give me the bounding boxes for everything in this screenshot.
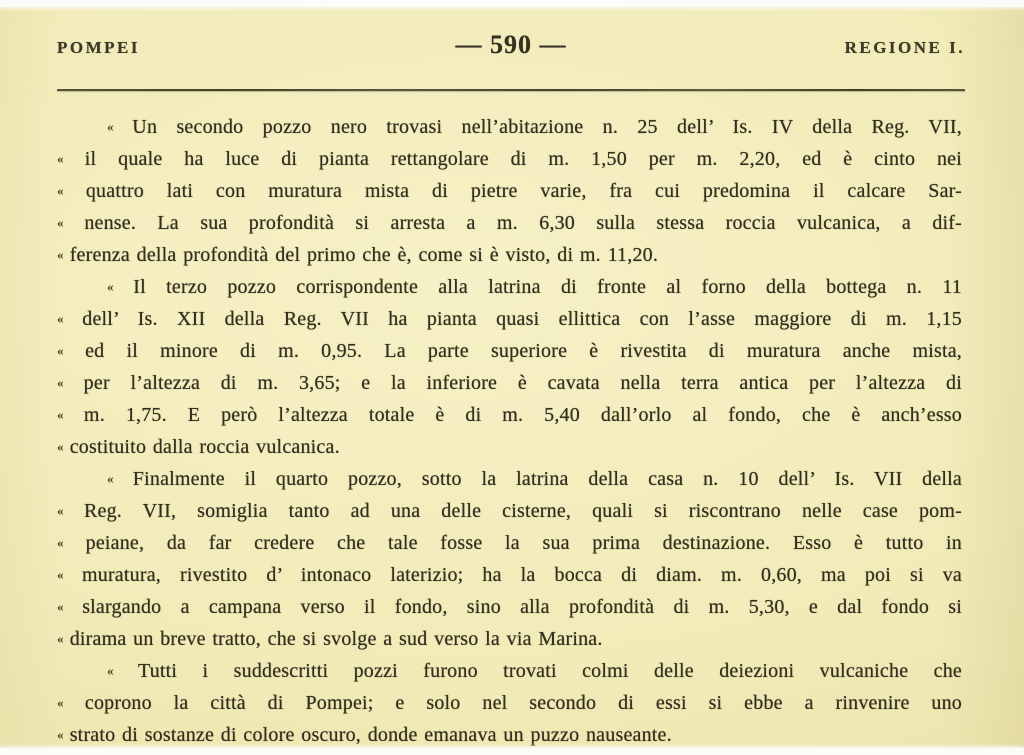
text-line: « strato di sostanze di colore oscuro, donde emanava un puzzo nauseante. [57, 724, 672, 746]
page-body [57, 111, 962, 751]
quote-continuation-mark: « [57, 439, 63, 454]
quote-continuation-mark: « [57, 215, 63, 230]
quote-continuation-mark: « [57, 311, 63, 326]
quote-continuation-mark: « [57, 695, 63, 710]
running-title-left: POMPEI [57, 38, 140, 57]
quote-continuation-mark: « [107, 471, 113, 486]
quote-continuation-mark: « [57, 727, 63, 742]
text-line: « m. 1,75. E però l’altezza totale è di m. 5,40 dall’orlo al fondo, che è anch’esso [57, 404, 962, 426]
page-number: — 590 — [455, 30, 567, 59]
scan-edge-bottom [0, 748, 1024, 755]
quote-continuation-mark: « [57, 247, 63, 262]
running-title-right: REGIONE I. [844, 38, 965, 57]
scan-edge-top [0, 0, 1024, 7]
page-header [57, 30, 965, 60]
text-line: « coprono la città di Pompei; e solo nel secondo di essi si ebbe a rinvenire uno [57, 692, 962, 714]
quote-continuation-mark: « [57, 567, 63, 582]
quote-continuation-mark: « [107, 663, 113, 678]
text-line: « quattro lati con muratura mista di pietre varie, fra cui predomina il calcare Sar- [57, 180, 962, 202]
quote-continuation-mark: « [57, 343, 63, 358]
text-line: « il quale ha luce di pianta rettangolare di m. 1,50 per m. 2,20, ed è cinto nei [57, 148, 962, 170]
text-line: « costituito dalla roccia vulcanica. [57, 436, 340, 458]
text-line: « Tutti i suddescritti pozzi furono trovati colmi delle deiezioni vulcaniche che [107, 660, 962, 682]
text-line: « dell’ Is. XII della Reg. VII ha pianta quasi ellittica con l’asse maggiore di m. 1,15 [57, 308, 962, 330]
text-line: « per l’altezza di m. 3,65; e la inferiore è cavata nella terra antica per l’altezza di [57, 372, 962, 394]
text-line: « Reg. VII, somiglia tanto ad una delle cisterne, quali si riscontrano nelle case pom- [57, 500, 962, 522]
text-line: « slargando a campana verso il fondo, sino alla profondità di m. 5,30, e dal fondo si [57, 596, 962, 618]
quote-continuation-mark: « [57, 503, 63, 518]
quote-continuation-mark: « [57, 151, 63, 166]
text-line: « ferenza della profondità del primo che è, come si è visto, di m. 11,20. [57, 244, 659, 266]
quote-continuation-mark: « [57, 183, 63, 198]
quote-continuation-mark: « [57, 631, 63, 646]
text-line: « peiane, da far credere che tale fosse la sua prima destinazione. Esso è tutto in [57, 532, 962, 554]
quote-continuation-mark: « [57, 375, 63, 390]
text-line: « ed il minore di m. 0,95. La parte superiore è rivestita di muratura anche mista, [57, 340, 962, 362]
quote-continuation-mark: « [57, 599, 63, 614]
quote-continuation-mark: « [57, 407, 63, 422]
quote-continuation-mark: « [107, 119, 113, 134]
header-rule [57, 89, 965, 91]
text-line: « muratura, rivestito d’ intonaco laterizio; ha la bocca di diam. m. 0,60, ma poi si va [57, 564, 962, 586]
text-line: « Finalmente il quarto pozzo, sotto la latrina della casa n. 10 dell’ Is. VII della [107, 468, 962, 490]
text-line: « dirama un breve tratto, che si svolge a sud verso la via Marina. [57, 628, 603, 650]
text-line: « nense. La sua profondità si arresta a m. 6,30 sulla stessa roccia vulcanica, a dif- [57, 212, 962, 234]
text-line: « Il terzo pozzo corrispondente alla latrina di fronte al forno della bottega n. 11 [107, 276, 962, 298]
quote-continuation-mark: « [57, 535, 63, 550]
text-line: « Un secondo pozzo nero trovasi nell’abitazione n. 25 dell’ Is. IV della Reg. VII, [107, 116, 962, 138]
quote-continuation-mark: « [107, 279, 113, 294]
